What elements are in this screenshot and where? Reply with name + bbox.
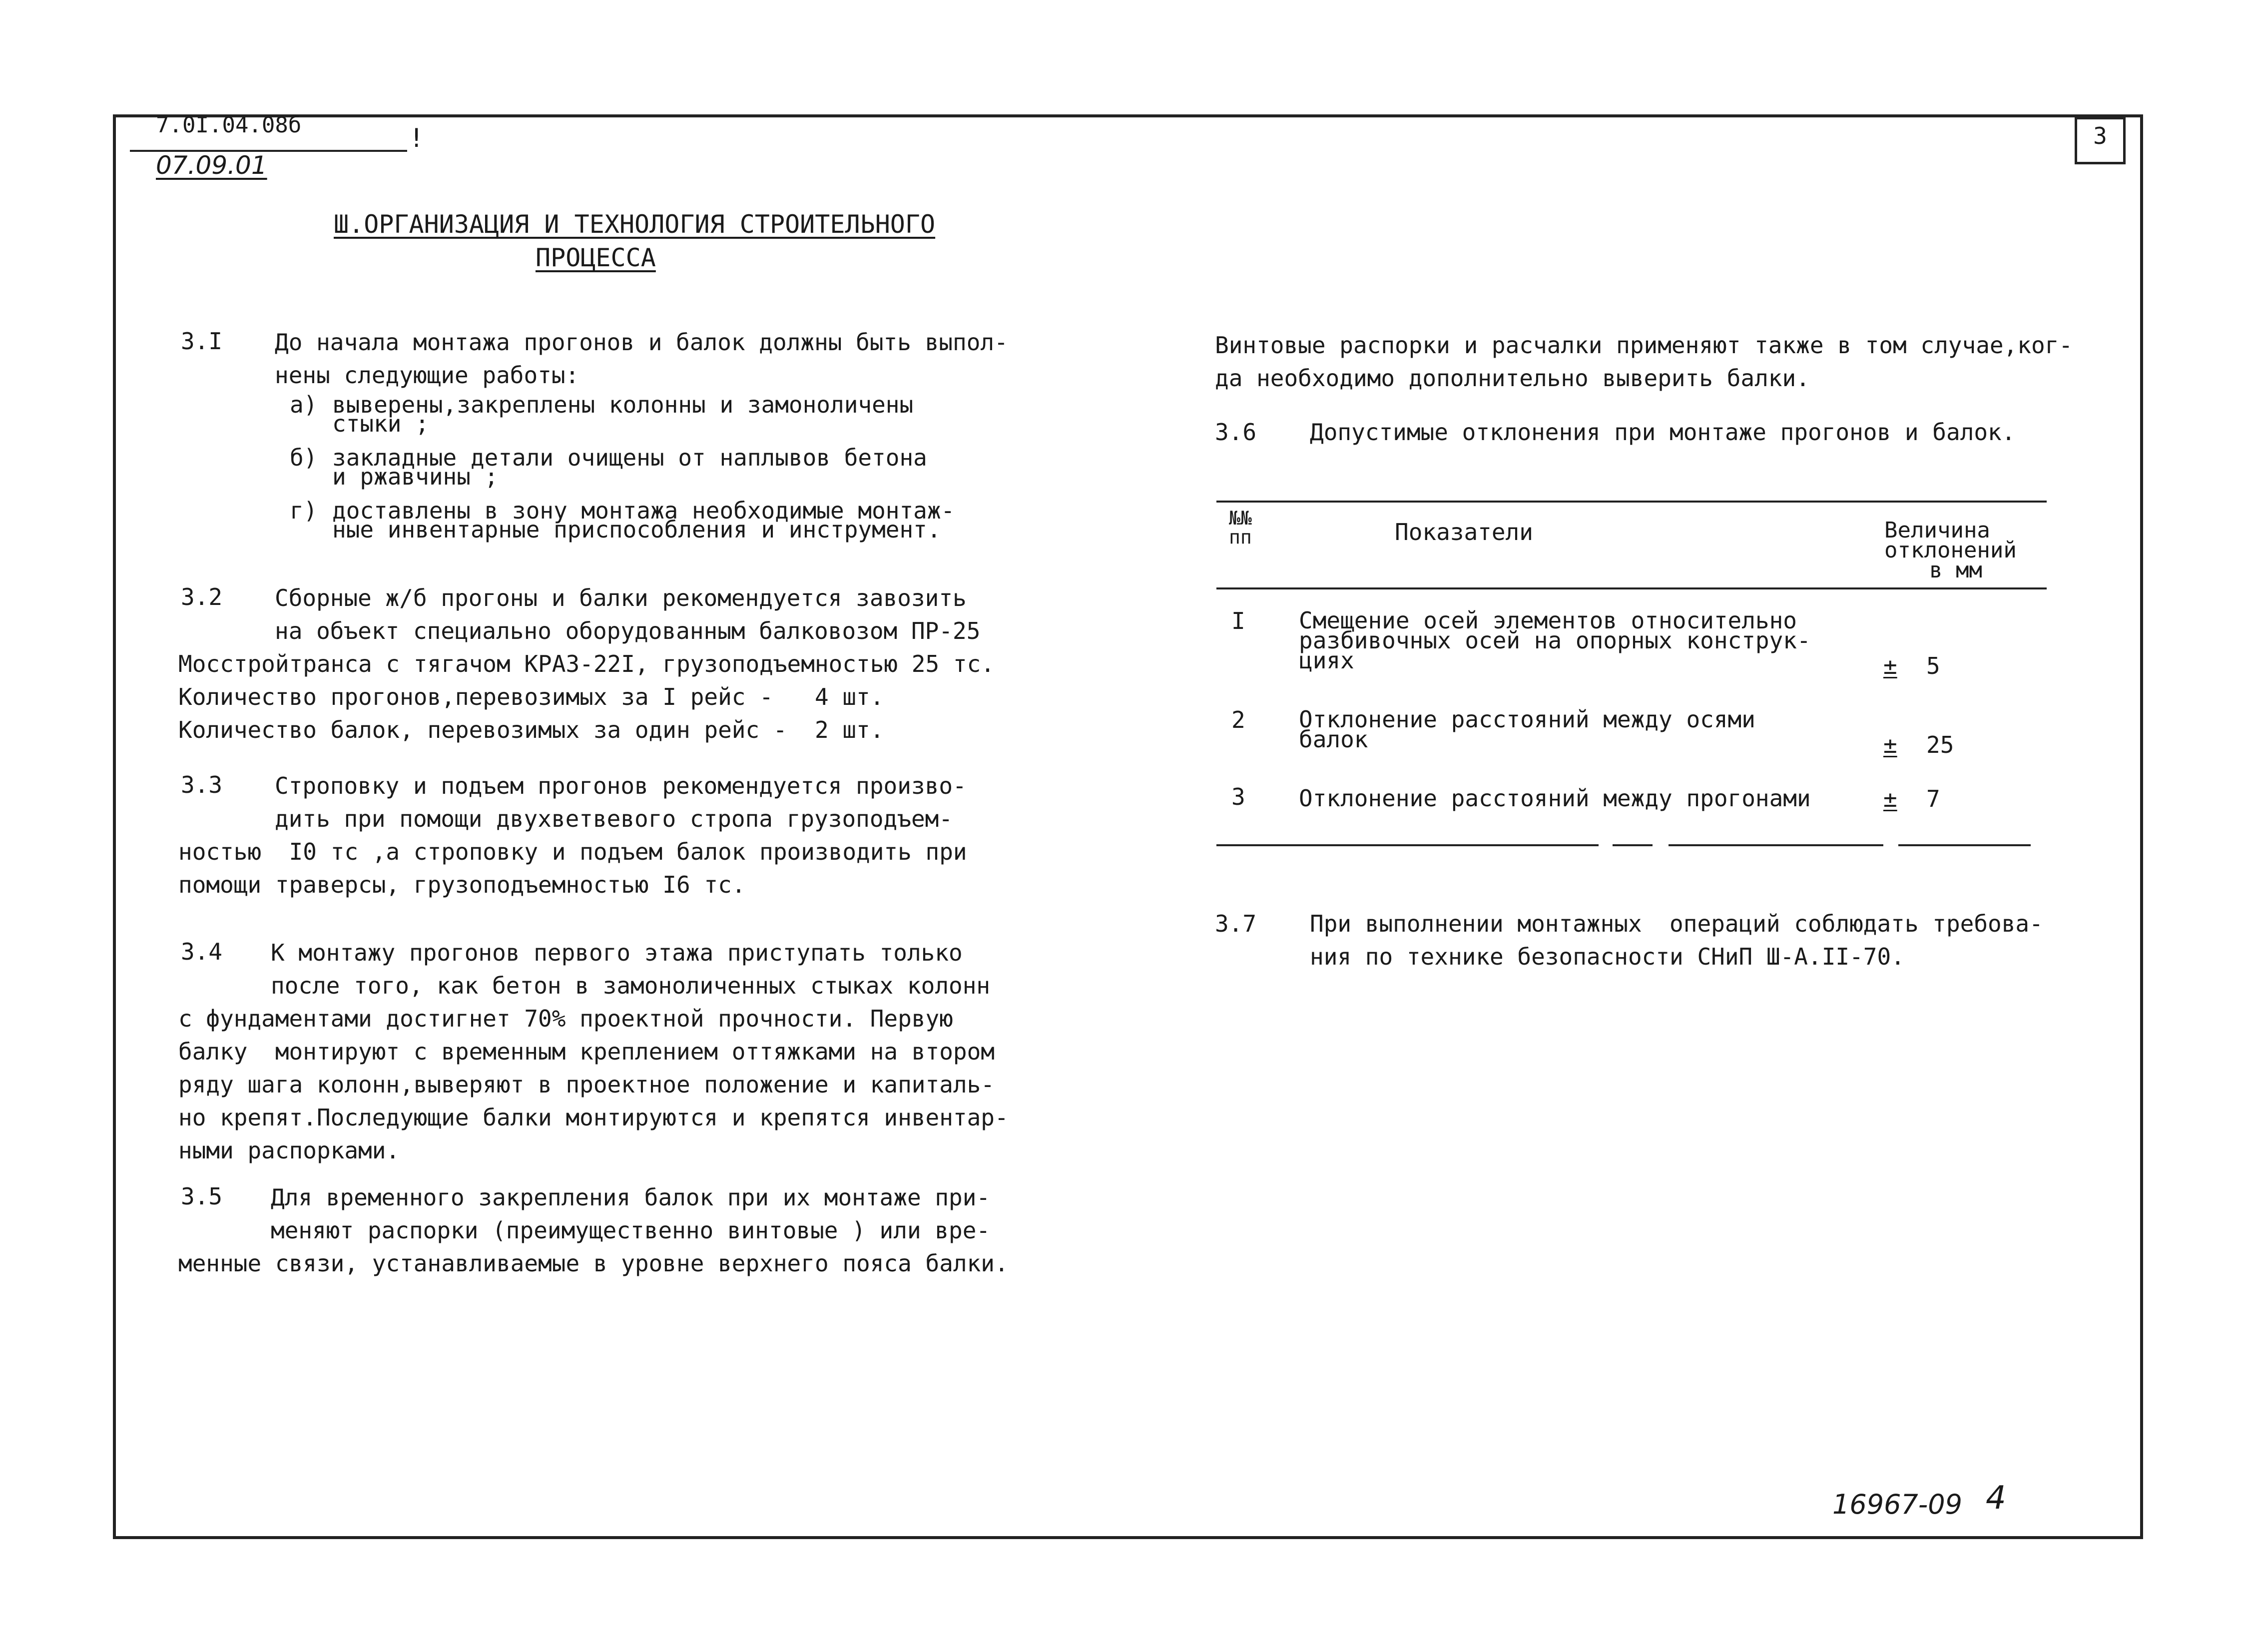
table-row-value: 5 <box>1926 652 1940 679</box>
table-row-number: 3 <box>1231 783 1245 810</box>
table-head-value-line2: отклонений <box>1884 538 2017 563</box>
p35-line: Для временного закрепления балок при их монтаже при- <box>271 1184 991 1211</box>
p32-line: Количество прогонов,перевозимых за I рейс - 4 шт. <box>178 683 884 710</box>
table-head-indicator: Показатели <box>1395 519 1533 546</box>
p31-item-line: выверены,закреплены колонны и замоноличены <box>332 391 914 418</box>
table-head-number <box>1229 509 1252 547</box>
table-row-value: 7 <box>1926 785 1940 812</box>
p31-item-marker: г) <box>290 497 318 524</box>
table-row-number: I <box>1231 607 1245 634</box>
table-row-text: Отклонение расстояний между осями <box>1299 706 1755 733</box>
table-bottom-rule <box>1613 844 1653 846</box>
section-title-line1: Ш.ОРГАНИЗАЦИЯ И ТЕХНОЛОГИЯ СТРОИТЕЛЬНОГО <box>334 210 936 239</box>
document-code: 7.0I.04.08б <box>156 112 302 138</box>
plus-minus-sign: ± <box>1883 731 1897 758</box>
p31-item-line: закладные детали очищены от наплывов бетона <box>332 444 927 471</box>
p31-item-marker: а) <box>290 391 318 418</box>
p35-continued-line: Винтовые распорки и расчалки применяют также в том случае,ког- <box>1215 332 2073 359</box>
p36-number: 3.6 <box>1215 419 1257 446</box>
p36-text: Допустимые отклонения при монтаже прогонов и балок. <box>1310 419 2016 446</box>
table-row-number: 2 <box>1231 706 1245 733</box>
p33-line: ностью I0 тс ,а строповку и подъем балок производить при <box>178 838 967 865</box>
p32-line: на объект специально оборудованным балковозом ПР-25 <box>275 617 981 644</box>
p33-number: 3.3 <box>181 771 223 798</box>
p33-line: помощи траверсы, грузоподъемностью I6 тс. <box>178 871 746 898</box>
p32-line: Количество балок, перевозимых за один рейс - 2 шт. <box>178 716 884 743</box>
table-row-text: разбивочных осей на опорных конструк- <box>1299 627 1811 654</box>
page-number-box <box>2075 117 2126 164</box>
p31-item-line: и ржавчины ; <box>332 463 499 490</box>
p34-line: балку монтируют с временным креплением оттяжками на втором <box>178 1038 995 1065</box>
p37-line: ния по технике безопасности СНиП Ш-А.II-70. <box>1310 943 1905 970</box>
table-row-text: циях <box>1299 647 1354 674</box>
table-head-number-line2: пп <box>1229 526 1252 548</box>
table-row-value: 25 <box>1926 731 1954 758</box>
table-head-number-line1: №№ <box>1229 507 1252 529</box>
p37-number: 3.7 <box>1215 910 1257 937</box>
table-head-value <box>1884 518 2017 583</box>
p33-line: дить при помощи двухветвевого стропа грузоподъем- <box>275 805 953 832</box>
p32-line: Сборные ж/б прогоны и балки рекомендуется завозить <box>275 584 967 611</box>
table-row-sign <box>1883 649 1897 682</box>
p35-continued-line: да необходимо дополнительно выверить балки. <box>1215 365 1810 392</box>
p31-item-line: доставлены в зону монтажа необходимые монтаж- <box>332 497 955 524</box>
sheet-number: 4 <box>1986 1480 2006 1517</box>
table-top-rule <box>1216 501 2047 503</box>
page-number: 3 <box>2093 122 2107 149</box>
handwritten-date <box>156 151 267 180</box>
p31-line1: До начала монтажа прогонов и балок должны быть выпол- <box>275 329 1008 356</box>
p32-line: Мосстройтранса с тягачом КРАЗ-22I, грузоподъемностью 25 тс. <box>178 650 995 677</box>
plus-minus-sign: ± <box>1883 652 1897 679</box>
table-row-sign <box>1883 728 1897 761</box>
table-bottom-rule <box>1216 844 1599 846</box>
p35-number: 3.5 <box>181 1183 223 1210</box>
p35-line: меняют распорки (преимущественно винтовые ) или вре- <box>271 1217 991 1244</box>
registration-number: 16967-09 <box>1832 1489 1962 1520</box>
p34-line: ряду шага колонн,выверяют в проектное положение и капиталь- <box>178 1071 995 1098</box>
table-row-sign <box>1883 782 1897 815</box>
table-row-text: Отклонение расстояний между прогонами <box>1299 785 1811 812</box>
table-head-value-line1: Величина <box>1884 518 1990 543</box>
plus-minus-sign: ± <box>1883 785 1897 812</box>
table-row-text: балок <box>1299 726 1368 753</box>
p31-item-marker: б) <box>290 444 318 471</box>
p34-line: К монтажу прогонов первого этажа приступать только <box>271 939 963 966</box>
section-title-line2: ПРОЦЕССА <box>536 243 656 272</box>
p34-line: после того, как бетон в замоноличенных стыках колонн <box>271 972 991 999</box>
p31-item-line: стыки ; <box>332 410 429 437</box>
table-header-rule <box>1216 587 2047 589</box>
table-head-value-line3: в мм <box>1929 557 1982 583</box>
p33-line: Строповку и подъем прогонов рекомендуется произво- <box>275 772 967 799</box>
p34-number: 3.4 <box>181 938 223 965</box>
p32-number: 3.2 <box>181 583 223 610</box>
p31-line2: нены следующие работы: <box>275 362 579 389</box>
p31-number: 3.I <box>181 328 223 355</box>
p34-line: ными распорками. <box>178 1137 400 1164</box>
date-text: 07.09.01 <box>156 151 267 180</box>
p37-line: При выполнении монтажных операций соблюдать требова- <box>1310 910 2043 937</box>
p34-line: с фундаментами достигнет 70% проектной прочности. Первую <box>178 1005 953 1032</box>
p31-item-line: ные инвентарные приспособления и инструмент. <box>332 516 941 543</box>
table-row-text: Смещение осей элементов относительно <box>1299 607 1797 634</box>
table-bottom-rule <box>1669 844 1883 846</box>
p35-line: менные связи, устанавливаемые в уровне верхнего пояса балки. <box>178 1250 1009 1277</box>
p34-line: но крепят.Последующие балки монтируются и крепятся инвентар- <box>178 1104 1009 1131</box>
table-bottom-rule <box>1898 844 2031 846</box>
header-mark: ! <box>409 123 425 153</box>
